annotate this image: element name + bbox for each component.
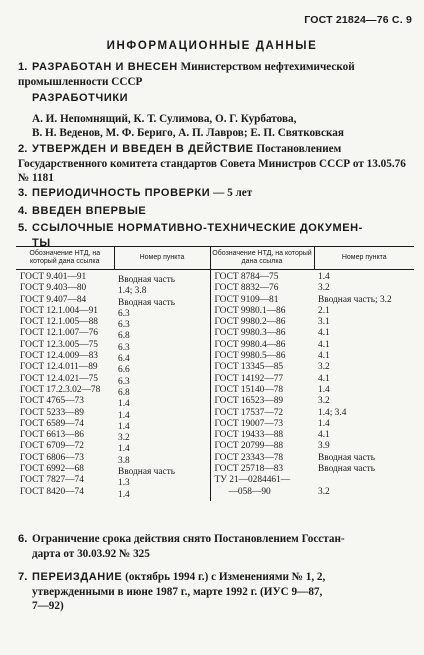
- list-item: ГОСТ 9.407—84: [20, 294, 87, 305]
- col-item-left: Номер пункта: [114, 247, 210, 270]
- list-item: 1.4; 3.4: [318, 407, 347, 418]
- col-doc-left: Обозначение НТД, на который дана ссылка: [16, 247, 114, 270]
- section-6: [18, 532, 414, 561]
- left-doc-list: [16, 270, 114, 501]
- section-1: [18, 60, 414, 89]
- list-item: 3.2: [318, 486, 330, 497]
- section-3-text: — 5 лет: [210, 187, 253, 199]
- right-item-list: [314, 270, 414, 501]
- list-item: 1.4: [118, 444, 130, 455]
- list-item: 6.3: [118, 320, 130, 331]
- right-doc-list: [210, 270, 314, 501]
- section-2-number: 2.: [18, 143, 28, 155]
- developers-block: [18, 91, 414, 141]
- list-item: 4.1: [318, 373, 330, 384]
- list-item: ГОСТ 12.1.005—88: [20, 317, 98, 328]
- list-item: ГОСТ 15140—78: [214, 384, 284, 395]
- list-item: ГОСТ 6589—74: [20, 418, 84, 429]
- section-7-text-line-1: (октябрь 1994 г.) с Изменениями № 1, 2,: [122, 571, 326, 583]
- col-item-right: Номер пункта: [314, 247, 414, 270]
- section-2-text: Постановлением Государственного комитета стандартов Совета Министров СССР от 13.05.76 № 1181: [18, 143, 406, 184]
- list-item: 3.2: [318, 396, 330, 407]
- list-item: ГОСТ 9109—81: [214, 294, 279, 305]
- list-item: 1.4: [118, 421, 130, 432]
- developers-line-1: А. И. Непомнящий, К. Т. Сулимова, О. Г. Курбатова,: [32, 112, 297, 125]
- list-item: 3.2: [318, 283, 330, 294]
- list-item: 3.8: [118, 455, 130, 466]
- section-1-number: 1.: [18, 61, 28, 73]
- list-item: 6.8: [118, 387, 130, 398]
- list-item: 4.1: [318, 351, 330, 362]
- list-item: ГОСТ 14192—77: [214, 373, 284, 384]
- list-item: 1.4: [118, 489, 130, 500]
- list-item: ГОСТ 8832—76: [214, 283, 279, 294]
- list-item: ГОСТ 9980.4—86: [214, 339, 286, 350]
- list-item: 2.1: [318, 305, 330, 316]
- list-item: ГОСТ 17537—72: [214, 407, 284, 418]
- col-doc-right: Обозначение НТД, на который дана ссылка: [210, 247, 314, 270]
- list-item: 1.4: [318, 384, 330, 395]
- list-item: 1.4: [118, 399, 130, 410]
- list-item: 4.1: [318, 328, 330, 339]
- list-item: ГОСТ 17.2.3.02—78: [20, 384, 101, 395]
- list-item: 4.1: [318, 430, 330, 441]
- list-item: ГОСТ 12.1.004—91: [20, 305, 98, 316]
- section-4-heading: ВВЕДЕН ВПЕРВЫЕ: [32, 205, 147, 217]
- section-6-text-line-1: Ограничение срока действия снято Постановлением Госстан-: [32, 533, 345, 545]
- section-1-text: Министерством нефтехимической промышленности СССР: [18, 61, 355, 88]
- list-item: ГОСТ 16523—89: [214, 396, 284, 407]
- list-item: ГОСТ 6709—72: [20, 441, 84, 452]
- list-item: ГОСТ 13345—85: [214, 362, 284, 373]
- list-item: ГОСТ 12.3.005—75: [20, 339, 98, 350]
- section-7-text-line-3: 7—92): [32, 600, 64, 612]
- page-title: ИНФОРМАЦИОННЫЕ ДАННЫЕ: [106, 40, 318, 52]
- list-item: ГОСТ 4765—73: [20, 396, 84, 407]
- reference-table: [16, 246, 414, 501]
- section-5-heading-line-2: ТЫ: [32, 236, 51, 249]
- list-item: 6.6: [118, 365, 130, 376]
- list-item: 1.4: [318, 272, 330, 282]
- list-item: ГОСТ 7827—74: [20, 475, 84, 486]
- list-item: ГОСТ 19433—88: [214, 430, 284, 441]
- section-7-heading: ПЕРЕИЗДАНИЕ: [32, 571, 123, 583]
- list-item: ГОСТ 23343—78: [214, 452, 284, 463]
- list-item: ГОСТ 9.401—91: [20, 272, 87, 282]
- section-2: [18, 142, 414, 186]
- section-3-heading: ПЕРИОДИЧНОСТЬ ПРОВЕРКИ: [32, 187, 211, 199]
- list-item: 3.9: [318, 441, 330, 452]
- section-6-number: 6.: [18, 533, 28, 545]
- list-item: [318, 475, 412, 486]
- list-item: Вводная часть: [318, 464, 376, 475]
- list-item: 3.1: [318, 317, 330, 328]
- list-item: 3.2: [118, 433, 130, 444]
- list-item: ГОСТ 9980.3—86: [214, 328, 286, 339]
- section-3-number: 3.: [18, 187, 28, 199]
- section-7-text-line-2: утвержденными в июне 1987 г., марте 1992 г. (ИУС 9—87,: [32, 585, 323, 598]
- list-item: 1.4; 3.8: [118, 286, 147, 297]
- left-item-list: [114, 270, 210, 501]
- list-item: ГОСТ 6613—86: [20, 430, 84, 441]
- table-header-row: [16, 247, 414, 270]
- list-item: 6.4: [118, 354, 130, 365]
- section-5-number: 5.: [18, 222, 28, 234]
- list-item: 4.1: [318, 339, 330, 350]
- list-item: Вводная часть: [118, 467, 176, 478]
- list-item: ГОСТ 12.4.011—89: [20, 362, 98, 373]
- list-item: —058—90: [228, 486, 271, 497]
- list-item: Вводная часть: [118, 275, 176, 285]
- section-5-heading-line-1: ССЫЛОЧНЫЕ НОРМАТИВНО-ТЕХНИЧЕСКИЕ ДОКУМЕН-: [32, 222, 363, 234]
- list-item: 6.3: [118, 376, 130, 387]
- list-item: ГОСТ 12.1.007—76: [20, 328, 98, 339]
- list-item: 1.4: [118, 410, 130, 421]
- list-item: 1.3: [118, 478, 130, 489]
- list-item: ГОСТ 12.4.021—75: [20, 373, 98, 384]
- list-item: ГОСТ 8784—75: [214, 272, 279, 282]
- list-item: 6.3: [118, 342, 130, 353]
- list-item: Вводная часть: [318, 452, 376, 463]
- section-7-number: 7.: [18, 571, 28, 583]
- list-item: ТУ 21—0284461—: [214, 475, 291, 486]
- list-item: 1.4: [318, 418, 330, 429]
- list-item: ГОСТ 6806—73: [20, 452, 84, 463]
- list-item: ГОСТ 8420—74: [20, 486, 84, 497]
- section-7: [18, 570, 414, 614]
- developers-line-2: В. Н. Веденов, М. Ф. Беригo, А. П. Лавров; Е. П. Святковская: [32, 127, 344, 139]
- list-item: ГОСТ 20799—88: [214, 441, 284, 452]
- list-item: ГОСТ 9980.5—86: [214, 351, 286, 362]
- developers-heading: РАЗРАБОТЧИКИ: [32, 92, 129, 104]
- list-item: ГОСТ 9980.2—86: [214, 317, 286, 328]
- list-item: ГОСТ 12.4.009—83: [20, 351, 98, 362]
- section-3: [18, 186, 414, 201]
- page-header: ГОСТ 21824—76 С. 9: [304, 14, 412, 26]
- list-item: ГОСТ 25718—83: [214, 464, 284, 475]
- list-item: ГОСТ 6992—68: [20, 464, 84, 475]
- list-item: 3.2: [318, 362, 330, 373]
- list-item: ГОСТ 9.403—80: [20, 283, 87, 294]
- section-4: [18, 204, 414, 219]
- list-item: Вводная часть: [118, 297, 176, 308]
- list-item: ГОСТ 9980.1—86: [214, 305, 286, 316]
- list-item: 6.3: [118, 308, 130, 319]
- list-item: ГОСТ 19007—73: [214, 418, 284, 429]
- section-2-heading: УТВЕРЖДЕН И ВВЕДЕН В ДЕЙСТВИЕ: [32, 143, 254, 155]
- list-item: ГОСТ 5233—89: [20, 407, 84, 418]
- list-item: 6.8: [118, 331, 130, 342]
- section-4-number: 4.: [18, 205, 28, 217]
- section-6-text-line-2: дарта от 30.03.92 № 325: [32, 547, 150, 560]
- section-1-heading: РАЗРАБОТАН И ВНЕСЕН: [32, 61, 178, 73]
- list-item: Вводная часть; 3.2: [318, 294, 392, 305]
